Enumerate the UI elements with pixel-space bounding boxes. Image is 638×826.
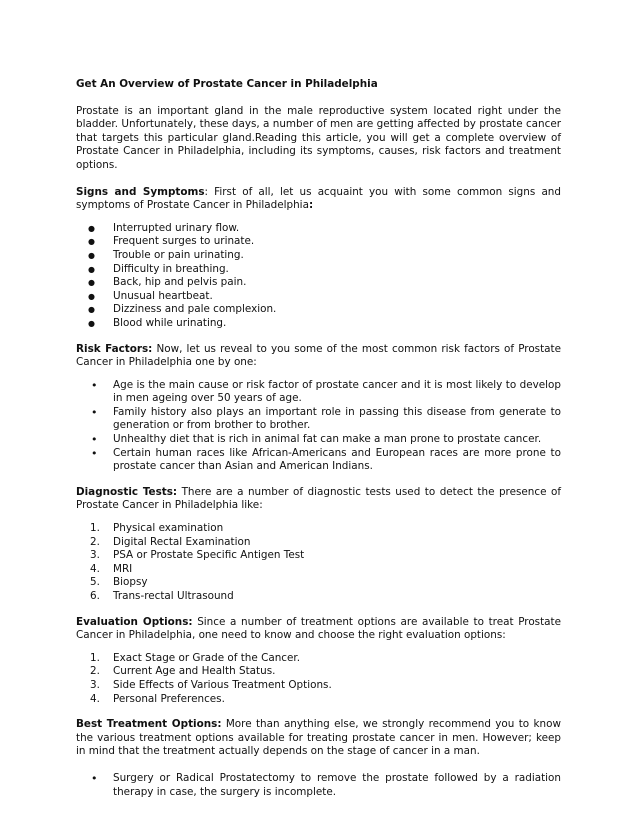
risk-paragraph <box>76 343 561 370</box>
evaluation-list <box>76 652 561 706</box>
signs-text: : First of all, let us acquaint you with some common signs and symptoms of Prostate Cancer in Philadelphia <box>76 185 561 212</box>
list-item: • Surgery or Radical Prostatectomy to remove the prostate followed by a radiation therapy in case, the surgery is incomplete. <box>76 772 561 799</box>
signs-list <box>76 222 561 331</box>
list-item <box>76 590 561 604</box>
evaluation-heading: Evaluation Options: <box>76 615 193 628</box>
list-item-text: PSA or Prostate Specific Antigen Test <box>113 549 305 562</box>
list-number: 1. <box>90 522 100 535</box>
list-number: 5. <box>90 576 100 589</box>
list-item <box>76 679 561 693</box>
list-item <box>76 665 561 679</box>
list-item-text: Trans-rectal Ultrasound <box>113 590 234 602</box>
risk-text: Now, let us reveal to you some of the most common risk factors of Prostate Cancer in Philadelphia one by one: <box>76 342 561 369</box>
list-item-text: Side Effects of Various Treatment Options. <box>113 678 332 691</box>
list-number: 1. <box>90 651 100 664</box>
list-number: 4. <box>90 692 100 705</box>
list-item-text: Physical examination <box>113 522 224 535</box>
diagnostic-list <box>76 522 561 604</box>
list-item <box>76 536 561 550</box>
list-item: • Certain human races like African-Americans and European races are more prone to prostate cancer than Asian and American Indians. <box>76 447 561 474</box>
list-item: • Family history also plays an important role in passing this disease from generate to generation or from brother to brother. <box>76 406 561 433</box>
list-item: ● Unusual heartbeat. <box>76 290 561 304</box>
treatment-list <box>76 772 561 799</box>
treatment-paragraph <box>76 718 561 759</box>
signs-heading: Signs and Symptoms <box>76 185 205 198</box>
list-item <box>76 652 561 666</box>
list-number: 2. <box>90 665 100 678</box>
list-item: ● Difficulty in breathing. <box>76 263 561 277</box>
list-item <box>76 563 561 577</box>
list-item: • Unhealthy diet that is rich in animal fat can make a man prone to prostate cancer. <box>76 433 561 447</box>
list-item: ● Interrupted urinary flow. <box>76 222 561 236</box>
risk-list <box>76 379 561 474</box>
signs-paragraph <box>76 186 561 213</box>
list-number: 3. <box>90 549 100 562</box>
list-item: ● Dizziness and pale complexion. <box>76 303 561 317</box>
list-number: 3. <box>90 678 100 691</box>
list-item: ● Back, hip and pelvis pain. <box>76 276 561 290</box>
list-item-text: Biopsy <box>113 576 148 589</box>
signs-colon: : <box>308 199 314 212</box>
list-item-text: MRI <box>113 562 133 575</box>
list-item-text: Personal Preferences. <box>113 692 225 705</box>
evaluation-text: Since a number of treatment options are available to treat Prostate Cancer in Philadelphia, one need to know and choose the right evaluation options: <box>76 615 561 642</box>
list-item-text: Current Age and Health Status. <box>113 665 276 678</box>
list-item-text: Digital Rectal Examination <box>113 535 251 548</box>
diagnostic-text: There are a number of diagnostic tests used to detect the presence of Prostate Cancer in Philadelphia like: <box>76 485 561 512</box>
diagnostic-heading: Diagnostic Tests: <box>76 485 178 498</box>
list-item <box>76 549 561 563</box>
treatment-heading: Best Treatment Options: <box>76 718 222 731</box>
list-item: ● Frequent surges to urinate. <box>76 235 561 249</box>
list-item: ● Blood while urinating. <box>76 317 561 331</box>
list-number: 6. <box>90 590 100 602</box>
risk-heading: Risk Factors: <box>76 342 153 355</box>
intro-paragraph: Prostate is an important gland in the male reproductive system located right under the bladder. Unfortunately, these days, a number of men are getting affected by prostate cancer that targets this particular gland.Reading this article, you will get a complete overview of Prostate Cancer in Philadelphia, including its symptoms, causes, risk factors and treatment options. <box>76 104 561 171</box>
diagnostic-paragraph <box>76 486 561 513</box>
list-number: 2. <box>90 535 100 548</box>
list-item <box>76 693 561 707</box>
list-item: • Age is the main cause or risk factor of prostate cancer and it is most likely to develop in men ageing over 50 years of age. <box>76 379 561 406</box>
list-number: 4. <box>90 562 100 575</box>
document-title: Get An Overview of Prostate Cancer in Philadelphia <box>76 78 378 90</box>
list-item <box>76 522 561 536</box>
list-item-text: Exact Stage or Grade of the Cancer. <box>113 651 301 664</box>
list-item: ● Trouble or pain urinating. <box>76 249 561 263</box>
evaluation-paragraph <box>76 616 561 643</box>
list-item <box>76 576 561 590</box>
treatment-text: More than anything else, we strongly recommend you to know the various treatment options available for treating prostate cancer in men. However; keep in mind that the treatment actually depends on the stage of cancer in a man. <box>76 718 561 758</box>
